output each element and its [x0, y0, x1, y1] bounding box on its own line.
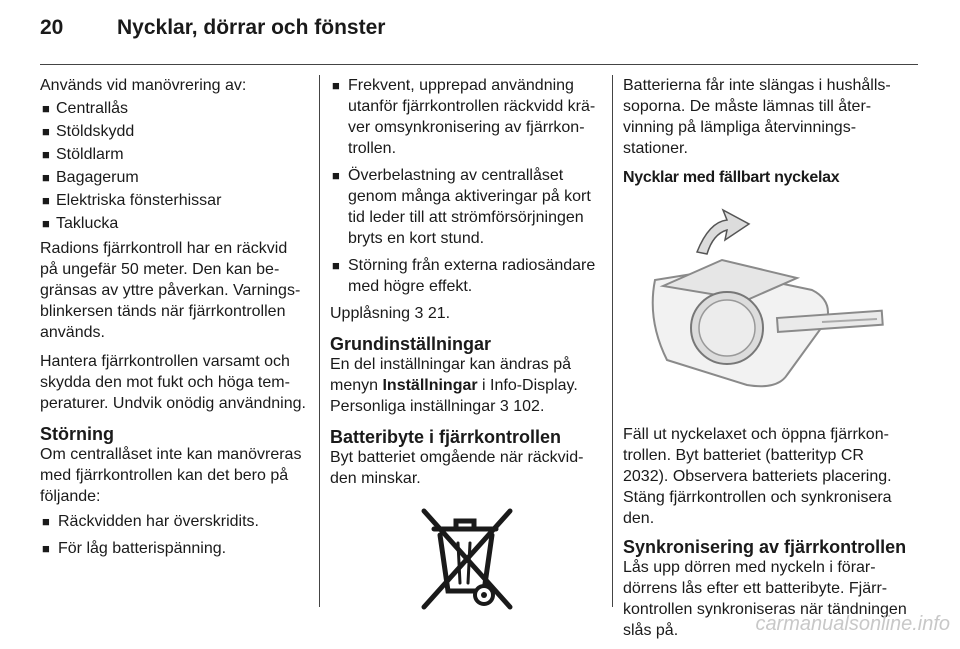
list-item: ■ För låg batterispänning. [42, 540, 227, 557]
column-divider-2 [612, 75, 613, 607]
list-item: ■ Stöldlarm [42, 146, 124, 163]
cause-list-continued [330, 75, 604, 297]
list-item: ■ Överbelastning av centrallåset genom många aktiveringar på kort tid leder till att strömförsörjningen bryts en kort stund. [332, 167, 591, 247]
handling-paragraph: Hantera fjärrkontrollen varsamt och skydda den mot fukt och höga temperaturer. Undvik onödig användning. [40, 353, 306, 412]
section-heading-storning: Störning [40, 424, 114, 444]
list-item: ■ Elektriska fönsterhissar [42, 192, 222, 209]
column-3 [623, 75, 911, 649]
page-title: Nycklar, dörrar och fönster [117, 16, 386, 39]
battery-paragraph: Byt batteriet omgående när räckvidden minskar. [330, 449, 584, 487]
settings-paragraph: En del inställningar kan ändras på menyn Inställningar i Info-Display. Personliga inställningar 3 102. [330, 356, 578, 415]
reference-link[interactable]: 21. [427, 305, 451, 322]
section-heading-synkronisering: Synkronisering av fjärrkontrollen [623, 537, 907, 557]
column-2 [330, 75, 604, 613]
crossed-out-bin-icon [412, 503, 522, 613]
replace-battery-paragraph: Fäll ut nyckelaxet och öppna fjärrkontrollen. Byt batteriet (batterityp CR 2032). Observera batteriets placering. Stäng fjärrkontrollen och synkronisera den. [623, 426, 892, 527]
column-divider-1 [319, 75, 320, 607]
range-paragraph: Radions fjärrkontroll har en räckvid på ungefär 50 meter. Den kan begränsas av yttre påverkan. Varningsblinkersen tänds när fjärrkontrollen används. [40, 240, 301, 341]
list-item: ■ Störning från externa radiosändare med högre effekt. [332, 257, 596, 295]
reference-link[interactable]: 102. [513, 398, 545, 415]
list-item: ■ Centrallås [42, 100, 129, 117]
menu-name: Inställningar [382, 377, 478, 394]
key-battery-illustration [627, 200, 892, 410]
usage-list [40, 98, 308, 234]
list-item: ■ Stöldskydd [42, 123, 135, 140]
section-heading-nycklar: Nycklar med fällbart nyckelax [623, 169, 840, 186]
column-1 [40, 75, 308, 565]
list-item: ■ Bagagerum [42, 169, 139, 186]
watermark: carmanualsonline.info [755, 613, 950, 635]
reference-arrow-icon: 3 [414, 305, 424, 322]
intro-text: Används vid manövrering av: [40, 77, 247, 94]
reference-arrow-icon: 3 [499, 398, 509, 415]
list-item: ■ Taklucka [42, 215, 119, 232]
list-item: ■ Räckvidden har överskridits. [42, 513, 259, 530]
unlock-reference: Upplåsning 3 21. [330, 305, 451, 322]
header-rule [40, 64, 918, 65]
section-heading-batteribyte: Batteribyte i fjärrkontrollen [330, 427, 562, 447]
storning-paragraph: Om centrallåset inte kan manövreras med fjärrkontrollen kan det bero på följande: [40, 446, 302, 505]
sync-paragraph: Lås upp dörren med nyckeln i förardörrens lås efter ett batteribyte. Fjärrkontrollen synkroniseras när tändningen slås på. [623, 559, 907, 639]
disposal-paragraph: Batterierna får inte slängas i hushållssoporna. De måste lämnas till återvinning på lämpliga återvinningsstationer. [623, 77, 891, 157]
page-number: 20 [40, 16, 64, 39]
cause-list [40, 511, 308, 559]
list-item: ■ Frekvent, upprepad användning utanför fjärrkontrollen räckvidd kräver omsynkronisering av fjärrkontrollen. [332, 77, 596, 157]
section-heading-grundinstallningar: Grundinställningar [330, 334, 492, 354]
